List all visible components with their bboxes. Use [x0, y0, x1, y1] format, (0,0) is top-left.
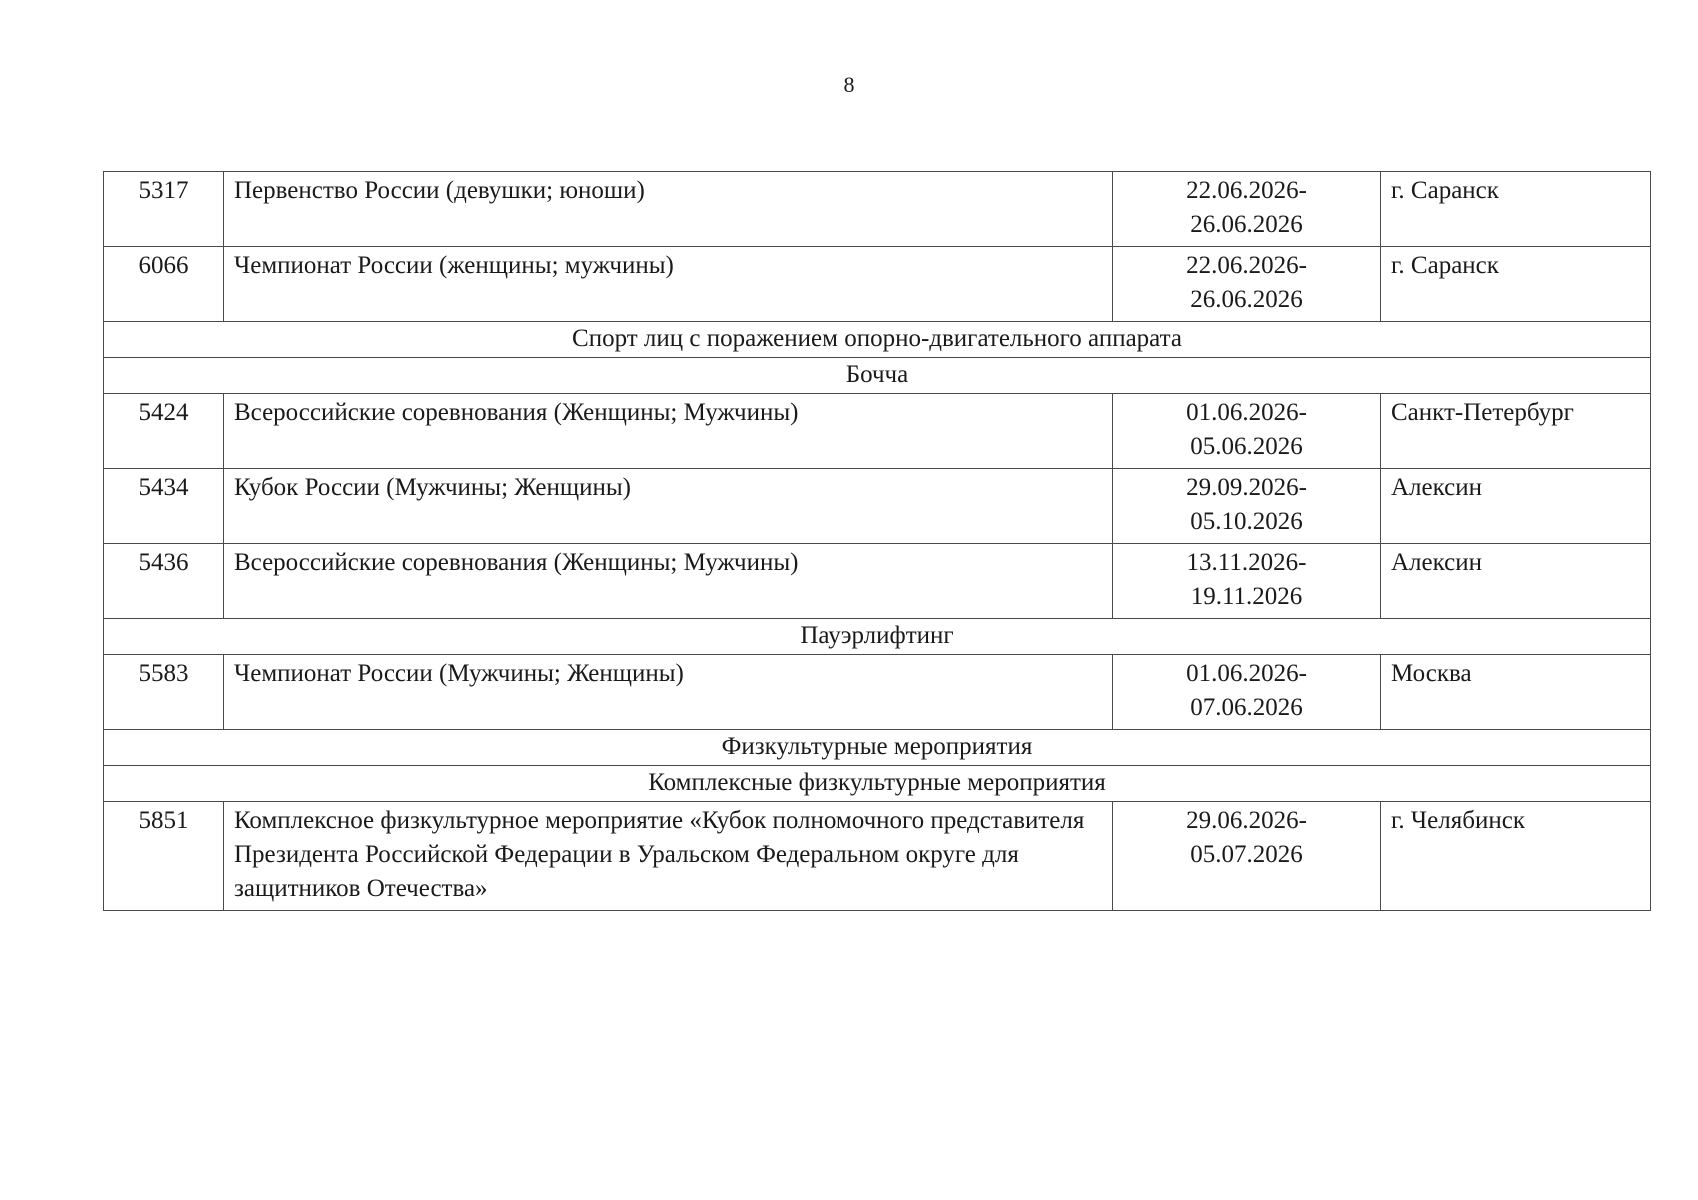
event-number: 6066 [104, 247, 224, 322]
event-place: Алексин [1381, 469, 1651, 544]
event-name: Кубок России (Мужчины; Женщины) [224, 469, 1113, 544]
table-row [104, 247, 1651, 322]
section-header-row [104, 766, 1651, 802]
section-header-row [104, 619, 1651, 655]
event-name: Всероссийские соревнования (Женщины; Мужчины) [224, 544, 1113, 619]
date-start: 29.06.2026- [1186, 807, 1307, 834]
section-title: Физкультурные мероприятия [104, 730, 1651, 766]
event-name: Комплексное физкультурное мероприятие «Кубок полномочного представителя Президента Российской Федерации в Уральском Федеральном округе для защитников Отечества» [224, 802, 1113, 911]
event-place: г. Челябинск [1381, 802, 1651, 911]
date-end: 05.10.2026 [1190, 508, 1303, 535]
event-dates [1113, 247, 1381, 322]
event-dates [1113, 469, 1381, 544]
event-place: г. Саранск [1381, 247, 1651, 322]
section-title: Комплексные физкультурные мероприятия [104, 766, 1651, 802]
date-start: 22.06.2026- [1186, 252, 1307, 279]
event-number: 5583 [104, 655, 224, 730]
event-dates [1113, 544, 1381, 619]
event-name: Чемпионат России (женщины; мужчины) [224, 247, 1113, 322]
event-place: Санкт-Петербург [1381, 394, 1651, 469]
event-number: 5434 [104, 469, 224, 544]
table-row [104, 544, 1651, 619]
date-start: 29.09.2026- [1186, 474, 1307, 501]
date-start: 01.06.2026- [1186, 399, 1307, 426]
event-place: Алексин [1381, 544, 1651, 619]
table-row [104, 469, 1651, 544]
event-name: Чемпионат России (Мужчины; Женщины) [224, 655, 1113, 730]
event-name: Всероссийские соревнования (Женщины; Мужчины) [224, 394, 1113, 469]
date-start: 01.06.2026- [1186, 660, 1307, 687]
event-place: г. Саранск [1381, 172, 1651, 247]
table-row [104, 802, 1651, 911]
date-end: 05.07.2026 [1190, 841, 1303, 868]
event-number: 5424 [104, 394, 224, 469]
section-title: Пауэрлифтинг [104, 619, 1651, 655]
date-start: 13.11.2026- [1186, 549, 1307, 576]
event-dates [1113, 655, 1381, 730]
event-name: Первенство России (девушки; юноши) [224, 172, 1113, 247]
date-end: 07.06.2026 [1190, 694, 1303, 721]
date-end: 26.06.2026 [1190, 286, 1303, 313]
date-end: 05.06.2026 [1190, 433, 1303, 460]
event-place: Москва [1381, 655, 1651, 730]
date-end: 26.06.2026 [1190, 211, 1303, 238]
section-header-row [104, 730, 1651, 766]
table-row [104, 394, 1651, 469]
event-number: 5317 [104, 172, 224, 247]
event-dates [1113, 802, 1381, 911]
event-number: 5436 [104, 544, 224, 619]
event-number: 5851 [104, 802, 224, 911]
section-title: Бочча [104, 358, 1651, 394]
table-row [104, 655, 1651, 730]
section-title: Спорт лиц с поражением опорно-двигательного аппарата [104, 322, 1651, 358]
page-number: 8 [843, 72, 855, 97]
section-header-row [104, 322, 1651, 358]
date-end: 19.11.2026 [1190, 583, 1303, 610]
date-start: 22.06.2026- [1186, 177, 1307, 204]
event-dates [1113, 172, 1381, 247]
events-table [103, 171, 1651, 911]
table-row [104, 172, 1651, 247]
section-header-row [104, 358, 1651, 394]
event-dates [1113, 394, 1381, 469]
